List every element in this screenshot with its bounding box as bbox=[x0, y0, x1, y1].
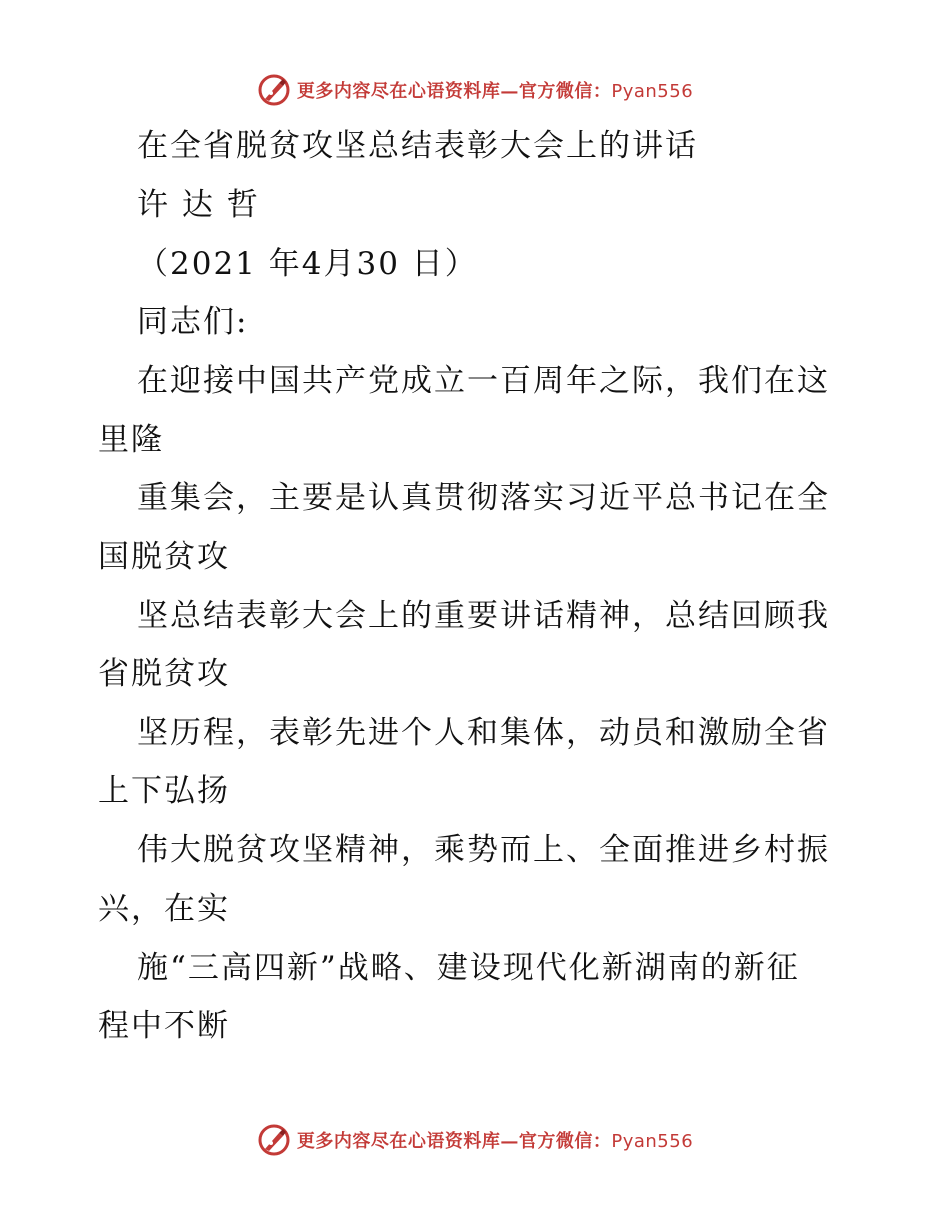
footer-banner bbox=[0, 1120, 950, 1160]
paragraph-line: 程中不断 bbox=[98, 1008, 230, 1044]
paragraph-line: 伟大脱贫攻坚精神，乘势而上、全面推进乡村振 bbox=[137, 832, 830, 868]
paragraph-line: 在迎接中国共产党成立一百周年之际，我们在这 bbox=[137, 363, 830, 399]
paragraph-line: 坚总结表彰大会上的重要讲话精神，总结回顾我 bbox=[137, 598, 830, 634]
paragraph-line: 施“三高四新”战略、建设现代化新湖南的新征 bbox=[137, 950, 800, 986]
paragraph-line: 上下弘扬 bbox=[98, 773, 230, 809]
document-author: 许 达 哲 bbox=[137, 187, 260, 223]
banner-content bbox=[257, 1123, 693, 1157]
paragraph-line: 坚历程，表彰先进个人和集体，动员和激励全省 bbox=[137, 715, 830, 751]
document-title: 在全省脱贫攻坚总结表彰大会上的讲话 bbox=[137, 128, 698, 164]
document-date: （2021 年4月30 日） bbox=[137, 246, 478, 282]
document-salutation: 同志们: bbox=[137, 304, 249, 340]
paragraph-line: 兴，在实 bbox=[98, 891, 230, 927]
banner-caption: 更多内容尽在心语资料库—官方微信： bbox=[296, 1131, 612, 1152]
banner-content bbox=[257, 73, 693, 107]
paragraph-line: 国脱贫攻 bbox=[98, 539, 230, 575]
pen-logo-icon bbox=[257, 73, 291, 107]
banner-text bbox=[297, 1127, 693, 1153]
pen-logo-icon bbox=[257, 1123, 291, 1157]
paragraph-line: 重集会，主要是认真贯彻落实习近平总书记在全 bbox=[137, 480, 830, 516]
banner-wechat-id: Pyan556 bbox=[611, 1131, 694, 1152]
paragraph-line: 省脱贫攻 bbox=[98, 656, 230, 692]
banner-wechat-id: Pyan556 bbox=[611, 81, 694, 102]
paragraph-line: 里隆 bbox=[98, 422, 164, 458]
header-banner bbox=[0, 70, 950, 110]
banner-text bbox=[297, 77, 693, 103]
banner-caption: 更多内容尽在心语资料库—官方微信： bbox=[296, 81, 612, 102]
